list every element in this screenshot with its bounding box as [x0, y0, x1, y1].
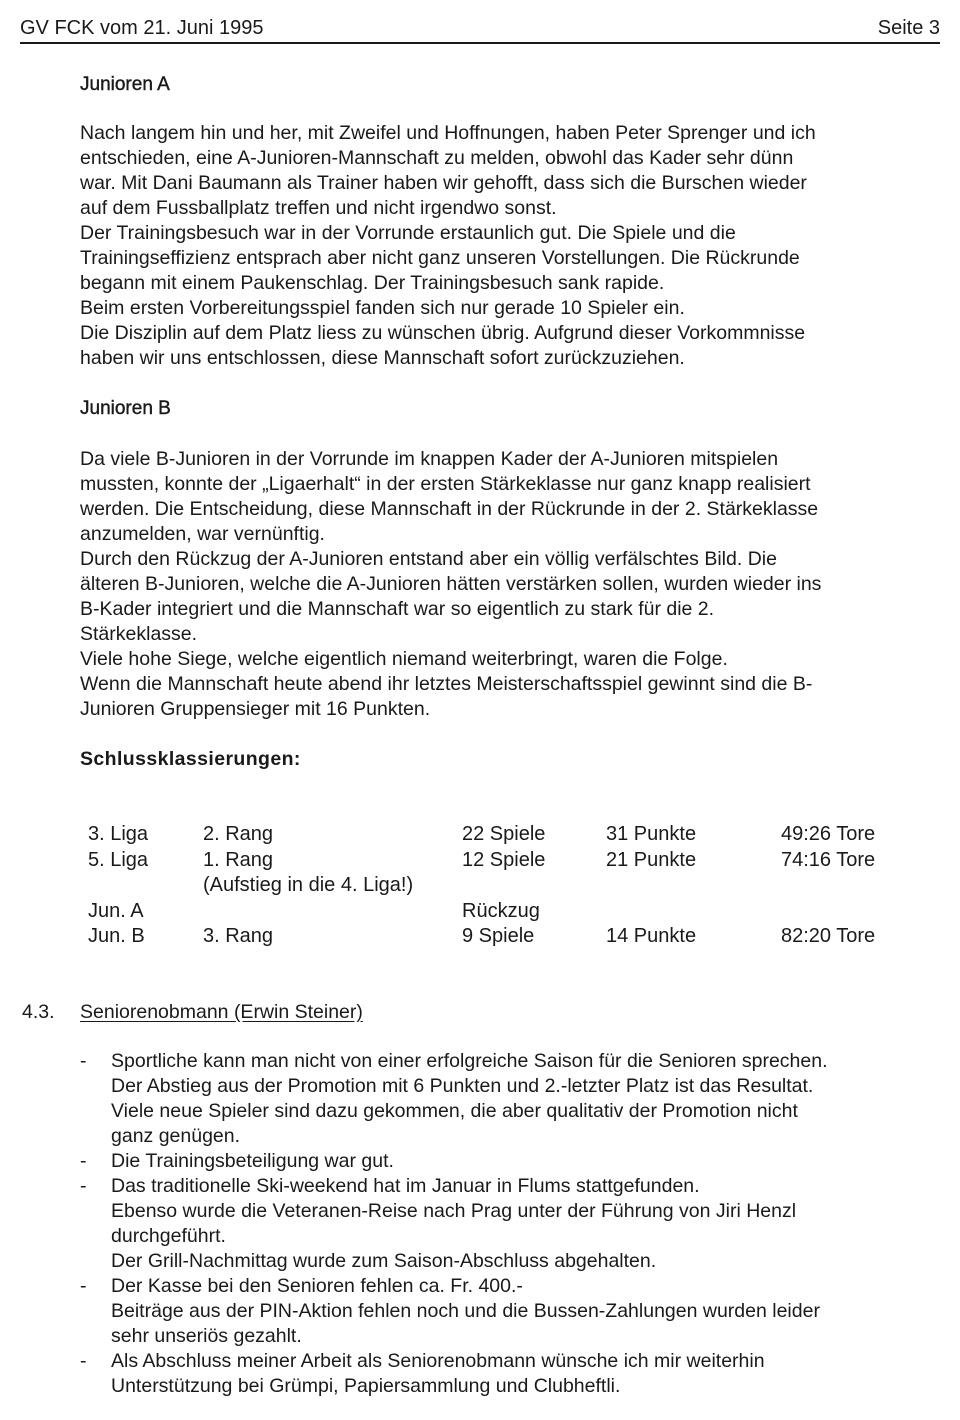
text-line: durchgeführt. — [111, 1225, 226, 1247]
cell-points: 21 Punkte — [606, 848, 697, 871]
list-item — [80, 1049, 940, 1149]
text-line: Das traditionelle Ski-weekend hat im Januar in Flums stattgefunden. — [111, 1175, 700, 1197]
list-item — [80, 1149, 940, 1174]
text-line: Da viele B-Junioren in der Vorrunde im knappen Kader der A-Junioren mitspielen — [80, 448, 779, 470]
table-row — [88, 924, 940, 950]
text-line: ganz genügen. — [111, 1125, 241, 1147]
dash-bullet: - — [80, 1275, 87, 1297]
section-title: Seniorenobmann (Erwin Steiner) — [80, 1001, 363, 1023]
cell-note: (Aufstieg in die 4. Liga!) — [203, 874, 414, 896]
text-line: Die Disziplin auf dem Platz liess zu wünschen übrig. Aufgrund dieser Vorkommnisse — [80, 322, 806, 344]
page-header — [20, 14, 940, 44]
cell-team: 3. Liga — [88, 823, 149, 845]
text-line: B-Kader integriert und die Mannschaft war so eigentlich zu stark für die 2. — [80, 598, 715, 620]
heading-junioren-b: Junioren B — [80, 398, 171, 419]
text-line: war. Mit Dani Baumann als Trainer haben wir gehofft, dass sich die Burschen wieder — [80, 172, 807, 194]
list-item — [80, 1174, 940, 1274]
cell-points: 14 Punkte — [606, 925, 697, 947]
text-line: sehr unseriös gezahlt. — [111, 1325, 302, 1347]
cell-rank: 1. Rang — [203, 848, 274, 871]
section-number: 4.3. — [22, 1001, 55, 1023]
dash-bullet: - — [80, 1050, 87, 1072]
cell-rank: 3. Rang — [203, 925, 274, 947]
text-line: Viele hohe Siege, welche eigentlich niemand weiterbringt, waren die Folge. — [80, 648, 728, 670]
header-title: GV FCK vom 21. Juni 1995 — [20, 17, 264, 39]
heading-junioren-a: Junioren A — [80, 74, 170, 95]
dash-bullet: - — [80, 1150, 87, 1172]
text-line: Nach langem hin und her, mit Zweifel und Hoffnungen, haben Peter Sprenger und ich — [80, 122, 816, 144]
text-line: Junioren Gruppensieger mit 16 Punkten. — [80, 698, 431, 720]
heading-schlussklassierungen: Schlussklassierungen: — [80, 748, 301, 770]
text-line: Der Abstieg aus der Promotion mit 6 Punkten und 2.-letzter Platz ist das Resultat. — [111, 1075, 814, 1097]
cell-rank: 2. Rang — [203, 823, 274, 845]
text-line: Als Abschluss meiner Arbeit als Seniorenobmann wünsche ich mir weiterhin — [111, 1350, 765, 1372]
paragraph-junioren-b — [80, 447, 940, 722]
page-number: Seite 3 — [877, 17, 940, 39]
text-line: älteren B-Junioren, welche die A-Junioren hätten verstärken sollen, wurden wieder ins — [80, 573, 822, 595]
text-line: Wenn die Mannschaft heute abend ihr letztes Meisterschaftsspiel gewinnt sind die B- — [80, 673, 813, 695]
text-line: Viele neue Spieler sind dazu gekommen, die aber qualitativ der Promotion nicht — [111, 1100, 798, 1122]
cell-team: Jun. B — [88, 925, 145, 947]
text-line: Der Kasse bei den Senioren fehlen ca. Fr. 400.- — [111, 1275, 523, 1297]
text-line: Unterstützung bei Grümpi, Papiersammlung und Clubheftli. — [111, 1375, 621, 1397]
text-line: Stärkeklasse. — [80, 623, 198, 645]
table-row — [88, 899, 940, 925]
text-line: mussten, konnte der „Ligaerhalt“ in der ersten Stärkeklasse nur ganz knapp realisiert — [80, 473, 811, 495]
cell-games: 22 Spiele — [462, 823, 546, 845]
list-item — [80, 1349, 940, 1399]
text-line: begann mit einem Paukenschlag. Der Trainingsbesuch sank rapide. — [80, 272, 665, 294]
list-item — [80, 1274, 940, 1349]
cell-goals: 82:20 Tore — [781, 925, 876, 947]
cell-points: 31 Punkte — [606, 823, 697, 845]
text-line: Der Grill-Nachmittag wurde zum Saison-Abschluss abgehalten. — [111, 1250, 657, 1272]
text-line: werden. Die Entscheidung, diese Mannschaft in der Rückrunde in der 2. Stärkeklasse — [80, 498, 819, 520]
text-line: Beiträge aus der PIN-Aktion fehlen noch und die Bussen-Zahlungen wurden leider — [111, 1300, 820, 1322]
table-row — [88, 822, 940, 848]
text-line: Beim ersten Vorbereitungsspiel fanden sich nur gerade 10 Spieler ein. — [80, 297, 685, 319]
text-line: Der Trainingsbesuch war in der Vorrunde erstaunlich gut. Die Spiele und die — [80, 222, 736, 244]
text-line: Durch den Rückzug der A-Junioren entstand aber ein völlig verfälschtes Bild. Die — [80, 548, 777, 570]
table-row — [88, 848, 940, 874]
cell-games: 12 Spiele — [462, 848, 546, 871]
senioren-list — [80, 1049, 940, 1399]
text-line: haben wir uns entschlossen, diese Mannschaft sofort zurückzuziehen. — [80, 347, 685, 369]
text-line: entschieden, eine A-Junioren-Mannschaft zu melden, obwohl das Kader sehr dünn — [80, 147, 794, 169]
text-line: auf dem Fussballplatz treffen und nicht irgendwo sonst. — [80, 197, 557, 219]
paragraph-junioren-a — [80, 121, 940, 371]
text-line: Trainingseffizienz entsprach aber nicht ganz unseren Vorstellungen. Die Rückrunde — [80, 247, 800, 269]
cell-goals: 49:26 Tore — [781, 823, 876, 845]
text-line: anzumelden, war vernünftig. — [80, 523, 325, 545]
dash-bullet: - — [80, 1350, 87, 1372]
cell-team: Jun. A — [88, 899, 144, 922]
text-line: Die Trainingsbeteiligung war gut. — [111, 1150, 394, 1172]
cell-games: 9 Spiele — [462, 925, 535, 947]
cell-team: 5. Liga — [88, 848, 149, 871]
text-line: Sportliche kann man nicht von einer erfolgreiche Saison für die Senioren sprechen. — [111, 1050, 828, 1072]
table-row — [88, 873, 940, 899]
dash-bullet: - — [80, 1175, 87, 1197]
cell-goals: 74:16 Tore — [781, 848, 876, 871]
ranking-table — [88, 822, 940, 950]
text-line: Ebenso wurde die Veteranen-Reise nach Prag unter der Führung von Jiri Henzl — [111, 1200, 797, 1222]
cell-games: Rückzug — [462, 899, 540, 922]
